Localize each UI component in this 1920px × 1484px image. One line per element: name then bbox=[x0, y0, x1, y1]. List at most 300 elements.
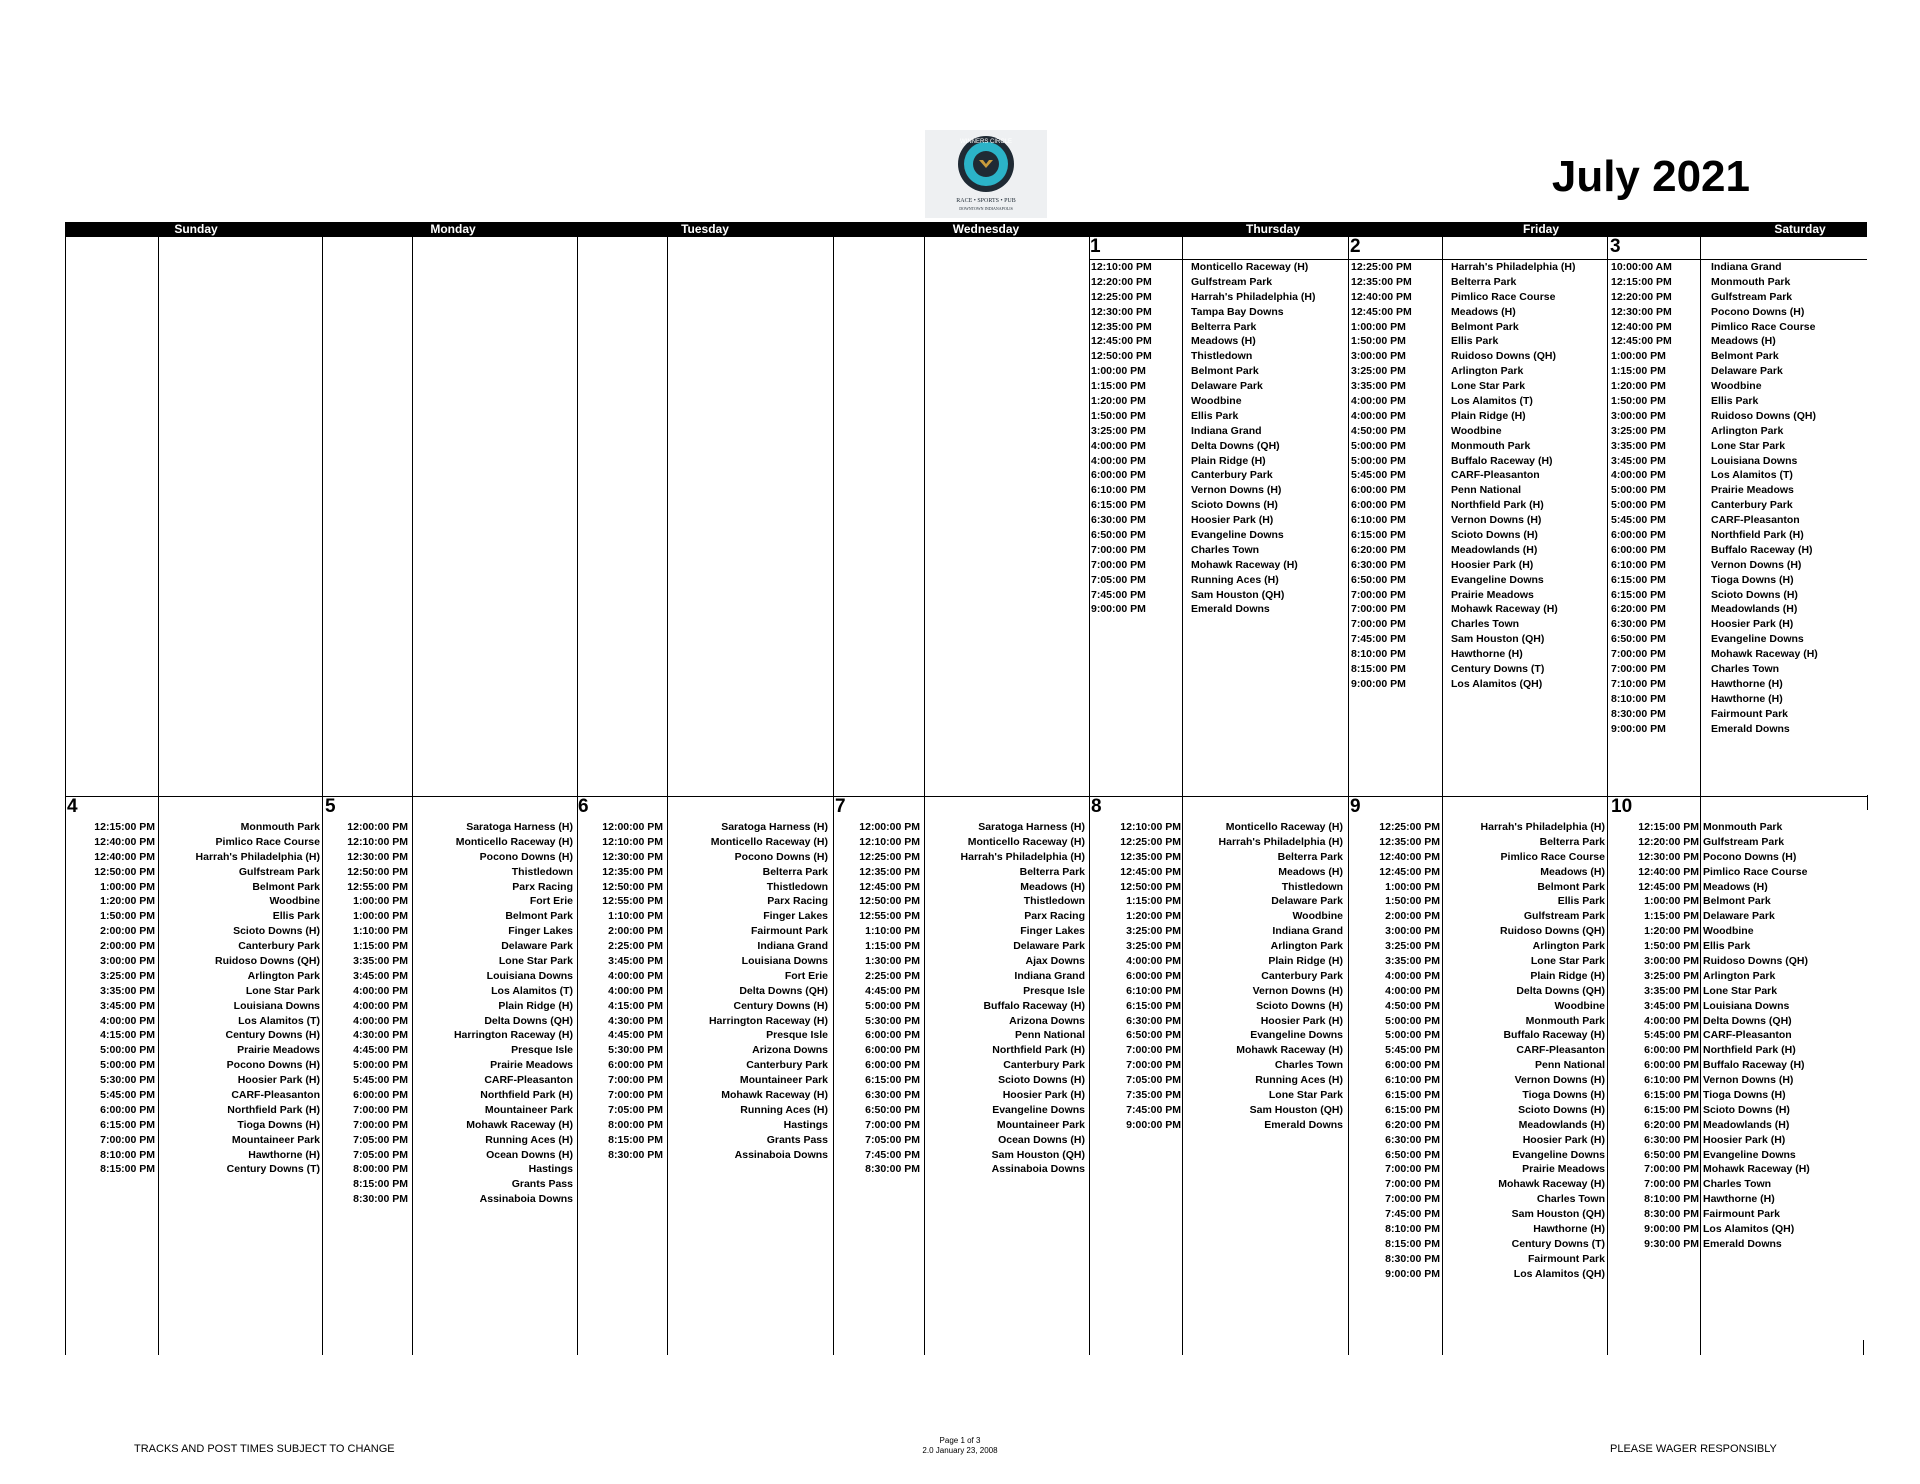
track-name: Hoosier Park (H) bbox=[1002, 1089, 1085, 1102]
track-name: Monmouth Park bbox=[1451, 439, 1531, 452]
race-entry bbox=[1350, 835, 1605, 850]
race-entry bbox=[1611, 349, 1861, 364]
track-name: Delaware Park bbox=[501, 940, 573, 953]
logo-subline: DOWNTOWN INDIANAPOLIS bbox=[959, 206, 1013, 211]
race-entry bbox=[1351, 528, 1601, 543]
track-name: Saratoga Harness (H) bbox=[466, 821, 573, 833]
track-name: Canterbury Park bbox=[238, 940, 320, 953]
track-name: Delta Downs (QH) bbox=[1191, 439, 1280, 452]
race-entry bbox=[1091, 439, 1341, 454]
post-time: 3:25:00 PM bbox=[100, 969, 155, 982]
race-entry bbox=[835, 1148, 1085, 1163]
race-entry bbox=[67, 909, 320, 924]
track-name: Assinaboia Downs bbox=[479, 1193, 573, 1206]
race-entry bbox=[1350, 909, 1605, 924]
post-time: 6:30:00 PM bbox=[1091, 514, 1146, 527]
track-name: Sam Houston (QH) bbox=[1451, 633, 1545, 646]
post-time: 1:30:00 PM bbox=[865, 955, 920, 968]
post-time: 7:00:00 PM bbox=[1385, 1178, 1440, 1191]
track-name: Hoosier Park (H) bbox=[1191, 514, 1274, 527]
day-schedule-7 bbox=[835, 820, 1085, 1177]
post-time: 3:35:00 PM bbox=[100, 984, 155, 997]
track-name: Meadows (H) bbox=[1278, 865, 1343, 878]
race-entry bbox=[835, 820, 1085, 835]
track-name: Arizona Downs bbox=[1009, 1014, 1085, 1027]
post-time: 8:10:00 PM bbox=[1611, 692, 1666, 705]
track-name: Prairie Meadows bbox=[1451, 588, 1534, 601]
logo-tagline: RACE • SPORTS • PUB bbox=[956, 198, 1016, 204]
track-name: Ellis Park bbox=[1191, 409, 1239, 422]
track-name: Fort Erie bbox=[529, 895, 573, 908]
track-name: Finger Lakes bbox=[763, 910, 828, 923]
race-entry bbox=[67, 1162, 320, 1177]
track-name: Canterbury Park bbox=[1191, 469, 1273, 482]
track-name: Charles Town bbox=[1274, 1059, 1343, 1072]
race-entry bbox=[1611, 692, 1861, 707]
post-time: 7:00:00 PM bbox=[1644, 1178, 1699, 1191]
post-time: 12:20:00 PM bbox=[1611, 290, 1672, 303]
track-name: Pimlico Race Course bbox=[1451, 290, 1556, 303]
weekday-thursday: Thursday bbox=[1245, 222, 1300, 236]
race-entry bbox=[1351, 424, 1601, 439]
track-name: Scioto Downs (H) bbox=[233, 925, 320, 938]
day-schedule-9 bbox=[1350, 820, 1605, 1282]
post-time: 4:15:00 PM bbox=[608, 999, 663, 1012]
post-time: 7:00:00 PM bbox=[608, 1089, 663, 1102]
race-entry bbox=[1611, 632, 1861, 647]
post-time: 1:50:00 PM bbox=[1644, 940, 1699, 953]
footer-responsibility: PLEASE WAGER RESPONSIBLY bbox=[1610, 1443, 1777, 1455]
race-entry bbox=[1351, 632, 1601, 647]
race-entry bbox=[578, 1028, 828, 1043]
post-time: 6:00:00 PM bbox=[1644, 1044, 1699, 1057]
race-entry bbox=[1351, 483, 1601, 498]
post-time: 5:00:00 PM bbox=[353, 1059, 408, 1072]
race-entry bbox=[1351, 379, 1601, 394]
race-entry bbox=[325, 1177, 573, 1192]
race-entry bbox=[1091, 379, 1341, 394]
track-name: Monmouth Park bbox=[1711, 275, 1791, 288]
race-entry bbox=[325, 984, 573, 999]
post-time: 1:15:00 PM bbox=[1091, 380, 1146, 393]
post-time: 4:00:00 PM bbox=[353, 999, 408, 1012]
post-time: 12:30:00 PM bbox=[1611, 305, 1672, 318]
track-name: Fort Erie bbox=[784, 969, 828, 982]
post-time: 7:05:00 PM bbox=[353, 1148, 408, 1161]
track-name: Belmont Park bbox=[1711, 350, 1779, 363]
race-entry bbox=[325, 1088, 573, 1103]
race-entry bbox=[1350, 1014, 1605, 1029]
track-name: Gulfstream Park bbox=[1523, 910, 1605, 923]
post-time: 6:00:00 PM bbox=[608, 1059, 663, 1072]
track-name: Century Downs (T) bbox=[226, 1163, 320, 1176]
post-time: 5:30:00 PM bbox=[865, 1014, 920, 1027]
race-entry bbox=[1350, 894, 1605, 909]
weekday-header bbox=[65, 222, 1867, 237]
post-time: 2:00:00 PM bbox=[100, 925, 155, 938]
track-name: Harrah's Philadelphia (H) bbox=[195, 850, 320, 863]
track-name: Mohawk Raceway (H) bbox=[1498, 1178, 1605, 1191]
race-entry bbox=[578, 969, 828, 984]
track-name: Mohawk Raceway (H) bbox=[1191, 558, 1298, 571]
track-name: Woodbine bbox=[1711, 380, 1762, 393]
race-entry bbox=[325, 1058, 573, 1073]
race-entry bbox=[1613, 865, 1863, 880]
race-entry bbox=[1611, 513, 1861, 528]
track-name: Hawthorne (H) bbox=[1711, 692, 1783, 705]
track-name: Belmont Park bbox=[1191, 365, 1259, 378]
race-entry bbox=[1613, 924, 1863, 939]
race-entry bbox=[1613, 1043, 1863, 1058]
race-entry bbox=[1613, 909, 1863, 924]
track-name: Arlington Park bbox=[1532, 940, 1605, 953]
race-entry bbox=[1613, 1148, 1863, 1163]
post-time: 5:00:00 PM bbox=[1351, 454, 1406, 467]
race-entry bbox=[835, 984, 1085, 999]
post-time: 6:10:00 PM bbox=[1351, 514, 1406, 527]
post-time: 7:05:00 PM bbox=[353, 1133, 408, 1146]
post-time: 1:15:00 PM bbox=[1126, 895, 1181, 908]
race-entry bbox=[578, 850, 828, 865]
race-entry bbox=[835, 1058, 1085, 1073]
race-entry bbox=[1613, 1162, 1863, 1177]
post-time: 3:35:00 PM bbox=[1611, 439, 1666, 452]
post-time: 8:30:00 PM bbox=[1611, 707, 1666, 720]
race-entry bbox=[67, 939, 320, 954]
race-entry bbox=[1093, 1058, 1343, 1073]
race-entry bbox=[1091, 305, 1341, 320]
track-name: Delta Downs (QH) bbox=[484, 1014, 573, 1027]
post-time: 7:05:00 PM bbox=[1126, 1074, 1181, 1087]
race-entry bbox=[1350, 1058, 1605, 1073]
post-time: 1:00:00 PM bbox=[100, 880, 155, 893]
track-name: Scioto Downs (H) bbox=[1191, 499, 1278, 512]
track-name: Evangeline Downs bbox=[1191, 529, 1284, 542]
track-name: Century Downs (T) bbox=[1511, 1237, 1605, 1250]
post-time: 12:10:00 PM bbox=[602, 835, 663, 848]
track-name: Emerald Downs bbox=[1191, 603, 1270, 616]
post-time: 6:50:00 PM bbox=[1385, 1148, 1440, 1161]
track-name: Northfield Park (H) bbox=[227, 1103, 320, 1116]
track-name: CARF-Pleasanton bbox=[231, 1089, 320, 1102]
race-entry bbox=[1350, 1043, 1605, 1058]
track-name: Harrah's Philadelphia (H) bbox=[1218, 835, 1343, 848]
track-name: Hoosier Park (H) bbox=[1522, 1133, 1605, 1146]
race-entry bbox=[578, 1043, 828, 1058]
post-time: 7:00:00 PM bbox=[1385, 1163, 1440, 1176]
race-entry bbox=[1091, 602, 1341, 617]
post-time: 7:00:00 PM bbox=[353, 1118, 408, 1131]
race-entry bbox=[1091, 543, 1341, 558]
track-name: Mohawk Raceway (H) bbox=[1236, 1044, 1343, 1057]
track-name: Hoosier Park (H) bbox=[1711, 618, 1794, 631]
post-time: 1:50:00 PM bbox=[1385, 895, 1440, 908]
post-time: 12:15:00 PM bbox=[1638, 821, 1699, 833]
race-entry bbox=[578, 984, 828, 999]
track-name: Sam Houston (QH) bbox=[1511, 1208, 1605, 1221]
post-time: 12:45:00 PM bbox=[1638, 880, 1699, 893]
post-time: 1:15:00 PM bbox=[865, 940, 920, 953]
race-entry bbox=[1613, 835, 1863, 850]
post-time: 10:00:00 AM bbox=[1611, 261, 1672, 273]
race-entry bbox=[1611, 305, 1861, 320]
post-time: 1:00:00 PM bbox=[1611, 350, 1666, 363]
track-name: Ellis Park bbox=[272, 910, 320, 923]
post-time: 5:00:00 PM bbox=[1611, 499, 1666, 512]
track-name: Louisiana Downs bbox=[233, 999, 320, 1012]
day-number: 1 bbox=[1090, 236, 1101, 257]
day-schedule-4 bbox=[67, 820, 320, 1177]
post-time: 12:30:00 PM bbox=[1638, 850, 1699, 863]
race-entry bbox=[1613, 1088, 1863, 1103]
race-entry bbox=[1091, 409, 1341, 424]
post-time: 4:00:00 PM bbox=[608, 969, 663, 982]
post-time: 12:30:00 PM bbox=[347, 850, 408, 863]
post-time: 12:40:00 PM bbox=[1611, 320, 1672, 333]
post-time: 4:00:00 PM bbox=[353, 984, 408, 997]
post-time: 12:55:00 PM bbox=[602, 895, 663, 908]
race-entry bbox=[1613, 880, 1863, 895]
track-name: Woodbine bbox=[269, 895, 320, 908]
track-name: Running Aces (H) bbox=[1191, 573, 1279, 586]
post-time: 12:45:00 PM bbox=[1379, 865, 1440, 878]
track-name: Mohawk Raceway (H) bbox=[721, 1089, 828, 1102]
race-entry bbox=[1611, 617, 1861, 632]
track-name: Sam Houston (QH) bbox=[1191, 588, 1285, 601]
post-time: 5:45:00 PM bbox=[353, 1074, 408, 1087]
race-entry bbox=[835, 865, 1085, 880]
race-entry bbox=[67, 850, 320, 865]
track-name: Pimlico Race Course bbox=[1500, 850, 1605, 863]
weekday-saturday: Saturday bbox=[1774, 222, 1826, 236]
day-number: 7 bbox=[835, 796, 846, 817]
race-entry bbox=[1093, 1118, 1343, 1133]
track-name: Harrington Raceway (H) bbox=[708, 1014, 828, 1027]
post-time: 7:45:00 PM bbox=[1126, 1103, 1181, 1116]
post-time: 2:25:00 PM bbox=[865, 969, 920, 982]
race-entry bbox=[1091, 483, 1341, 498]
race-entry bbox=[67, 865, 320, 880]
day-number: 10 bbox=[1611, 796, 1633, 817]
track-name: Vernon Downs (H) bbox=[1711, 558, 1802, 571]
post-time: 1:20:00 PM bbox=[1126, 910, 1181, 923]
track-name: Finger Lakes bbox=[1020, 925, 1085, 938]
race-entry bbox=[1351, 543, 1601, 558]
track-name: Pimlico Race Course bbox=[215, 835, 320, 848]
post-time: 8:15:00 PM bbox=[353, 1178, 408, 1191]
post-time: 12:25:00 PM bbox=[859, 850, 920, 863]
post-time: 3:00:00 PM bbox=[1385, 925, 1440, 938]
track-name: Tioga Downs (H) bbox=[1522, 1089, 1605, 1102]
track-name: Delaware Park bbox=[1013, 940, 1085, 953]
track-name: Monticello Raceway (H) bbox=[1225, 821, 1343, 833]
post-time: 2:00:00 PM bbox=[1385, 910, 1440, 923]
post-time: 1:15:00 PM bbox=[353, 940, 408, 953]
post-time: 4:50:00 PM bbox=[1351, 424, 1406, 437]
post-time: 3:25:00 PM bbox=[1126, 940, 1181, 953]
race-entry bbox=[1351, 573, 1601, 588]
post-time: 7:05:00 PM bbox=[865, 1133, 920, 1146]
post-time: 12:45:00 PM bbox=[1351, 305, 1412, 318]
post-time: 7:00:00 PM bbox=[1091, 558, 1146, 571]
race-entry bbox=[1351, 305, 1601, 320]
race-entry bbox=[1613, 999, 1863, 1014]
race-entry bbox=[1611, 320, 1861, 335]
track-name: Running Aces (H) bbox=[1255, 1074, 1343, 1087]
race-entry bbox=[1613, 1237, 1863, 1252]
post-time: 12:40:00 PM bbox=[1379, 850, 1440, 863]
race-entry bbox=[835, 1133, 1085, 1148]
post-time: 9:00:00 PM bbox=[1351, 677, 1406, 690]
post-time: 2:00:00 PM bbox=[100, 940, 155, 953]
post-time: 6:15:00 PM bbox=[1385, 1103, 1440, 1116]
post-time: 6:15:00 PM bbox=[865, 1074, 920, 1087]
track-name: CARF-Pleasanton bbox=[1516, 1044, 1605, 1057]
race-entry bbox=[1611, 483, 1861, 498]
post-time: 6:00:00 PM bbox=[353, 1089, 408, 1102]
post-time: 4:00:00 PM bbox=[1091, 454, 1146, 467]
race-entry bbox=[1613, 984, 1863, 999]
post-time: 12:25:00 PM bbox=[1351, 261, 1412, 273]
post-time: 6:00:00 PM bbox=[1611, 543, 1666, 556]
race-entry bbox=[1350, 1118, 1605, 1133]
race-entry bbox=[1611, 543, 1861, 558]
post-time: 4:00:00 PM bbox=[1351, 395, 1406, 408]
race-entry bbox=[835, 1014, 1085, 1029]
race-entry bbox=[67, 1088, 320, 1103]
race-entry bbox=[1350, 1088, 1605, 1103]
post-time: 5:00:00 PM bbox=[100, 1059, 155, 1072]
track-name: Harrah's Philadelphia (H) bbox=[1480, 821, 1605, 833]
race-entry bbox=[1351, 513, 1601, 528]
race-entry bbox=[1613, 1222, 1863, 1237]
track-name: Ellis Park bbox=[1711, 395, 1759, 408]
track-name: Ruidoso Downs (QH) bbox=[1703, 955, 1808, 968]
track-name: Pimlico Race Course bbox=[1711, 320, 1816, 333]
track-name: Delaware Park bbox=[1711, 365, 1783, 378]
post-time: 6:00:00 PM bbox=[865, 1029, 920, 1042]
post-time: 7:00:00 PM bbox=[865, 1118, 920, 1131]
track-name: Gulfstream Park bbox=[1711, 290, 1793, 303]
post-time: 5:45:00 PM bbox=[1644, 1029, 1699, 1042]
post-time: 6:30:00 PM bbox=[865, 1089, 920, 1102]
race-entry bbox=[1350, 865, 1605, 880]
track-name: Hastings bbox=[783, 1118, 828, 1131]
track-name: Los Alamitos (T) bbox=[491, 984, 573, 997]
race-entry bbox=[67, 969, 320, 984]
track-name: Grants Pass bbox=[766, 1133, 828, 1146]
race-entry bbox=[1611, 498, 1861, 513]
race-entry bbox=[1613, 954, 1863, 969]
post-time: 8:00:00 PM bbox=[608, 1118, 663, 1131]
track-name: Evangeline Downs bbox=[1250, 1029, 1343, 1042]
post-time: 6:30:00 PM bbox=[1385, 1133, 1440, 1146]
race-entry bbox=[578, 865, 828, 880]
track-name: Running Aces (H) bbox=[485, 1133, 573, 1146]
post-time: 5:30:00 PM bbox=[608, 1044, 663, 1057]
track-name: Charles Town bbox=[1711, 663, 1780, 676]
post-time: 5:45:00 PM bbox=[100, 1089, 155, 1102]
race-entry bbox=[1611, 290, 1861, 305]
track-name: Arlington Park bbox=[1703, 969, 1776, 982]
post-time: 12:10:00 PM bbox=[1120, 821, 1181, 833]
post-time: 3:45:00 PM bbox=[100, 999, 155, 1012]
race-entry bbox=[578, 909, 828, 924]
race-entry bbox=[1091, 394, 1341, 409]
race-entry bbox=[1093, 924, 1343, 939]
post-time: 5:00:00 PM bbox=[100, 1044, 155, 1057]
post-time: 12:10:00 PM bbox=[859, 835, 920, 848]
track-name: Scioto Downs (H) bbox=[1703, 1103, 1790, 1116]
post-time: 12:20:00 PM bbox=[1091, 275, 1152, 288]
track-name: Buffalo Raceway (H) bbox=[1711, 543, 1813, 556]
race-entry bbox=[1350, 1028, 1605, 1043]
track-name: Pimlico Race Course bbox=[1703, 865, 1808, 878]
post-time: 6:00:00 PM bbox=[1644, 1059, 1699, 1072]
race-entry bbox=[1093, 969, 1343, 984]
track-name: Assinaboia Downs bbox=[734, 1148, 828, 1161]
track-name: Lone Star Park bbox=[245, 984, 320, 997]
race-entry bbox=[835, 924, 1085, 939]
track-name: Thistledown bbox=[1191, 350, 1253, 363]
track-name: Lone Star Park bbox=[1711, 439, 1786, 452]
track-name: Mohawk Raceway (H) bbox=[1711, 648, 1818, 661]
post-time: 7:05:00 PM bbox=[1091, 573, 1146, 586]
track-name: Century Downs (T) bbox=[1451, 663, 1545, 676]
post-time: 1:15:00 PM bbox=[1611, 365, 1666, 378]
track-name: Penn National bbox=[1534, 1059, 1605, 1072]
post-time: 12:15:00 PM bbox=[94, 821, 155, 833]
post-time: 8:15:00 PM bbox=[100, 1163, 155, 1176]
track-name: Belmont Park bbox=[1451, 320, 1519, 333]
post-time: 4:00:00 PM bbox=[1644, 1014, 1699, 1027]
track-name: Gulfstream Park bbox=[238, 865, 320, 878]
post-time: 1:50:00 PM bbox=[1091, 409, 1146, 422]
track-name: Evangeline Downs bbox=[1512, 1148, 1605, 1161]
race-entry bbox=[1091, 260, 1341, 275]
track-name: Los Alamitos (T) bbox=[1451, 395, 1533, 408]
race-entry bbox=[67, 924, 320, 939]
post-time: 8:15:00 PM bbox=[1351, 663, 1406, 676]
post-time: 12:45:00 PM bbox=[1120, 865, 1181, 878]
track-name: Plain Ridge (H) bbox=[1268, 955, 1343, 968]
post-time: 7:00:00 PM bbox=[1126, 1059, 1181, 1072]
track-name: Northfield Park (H) bbox=[1451, 499, 1544, 512]
post-time: 3:35:00 PM bbox=[1385, 955, 1440, 968]
race-entry bbox=[67, 1103, 320, 1118]
race-entry bbox=[835, 909, 1085, 924]
race-entry bbox=[1613, 1133, 1863, 1148]
race-entry bbox=[1351, 662, 1601, 677]
post-time: 6:15:00 PM bbox=[1644, 1089, 1699, 1102]
track-name: Northfield Park (H) bbox=[480, 1089, 573, 1102]
track-name: Thistledown bbox=[511, 865, 573, 878]
race-entry bbox=[67, 1058, 320, 1073]
track-name: Hawthorne (H) bbox=[1451, 648, 1523, 661]
race-entry bbox=[1351, 275, 1601, 290]
race-entry bbox=[67, 1118, 320, 1133]
post-time: 3:45:00 PM bbox=[353, 969, 408, 982]
post-time: 6:00:00 PM bbox=[1611, 529, 1666, 542]
race-entry bbox=[325, 820, 573, 835]
race-entry bbox=[325, 835, 573, 850]
post-time: 12:35:00 PM bbox=[1091, 320, 1152, 333]
race-entry bbox=[1351, 364, 1601, 379]
track-name: Ajax Downs bbox=[1025, 955, 1085, 968]
race-entry bbox=[1091, 513, 1341, 528]
race-entry bbox=[835, 1043, 1085, 1058]
track-name: Gulfstream Park bbox=[1703, 835, 1785, 848]
